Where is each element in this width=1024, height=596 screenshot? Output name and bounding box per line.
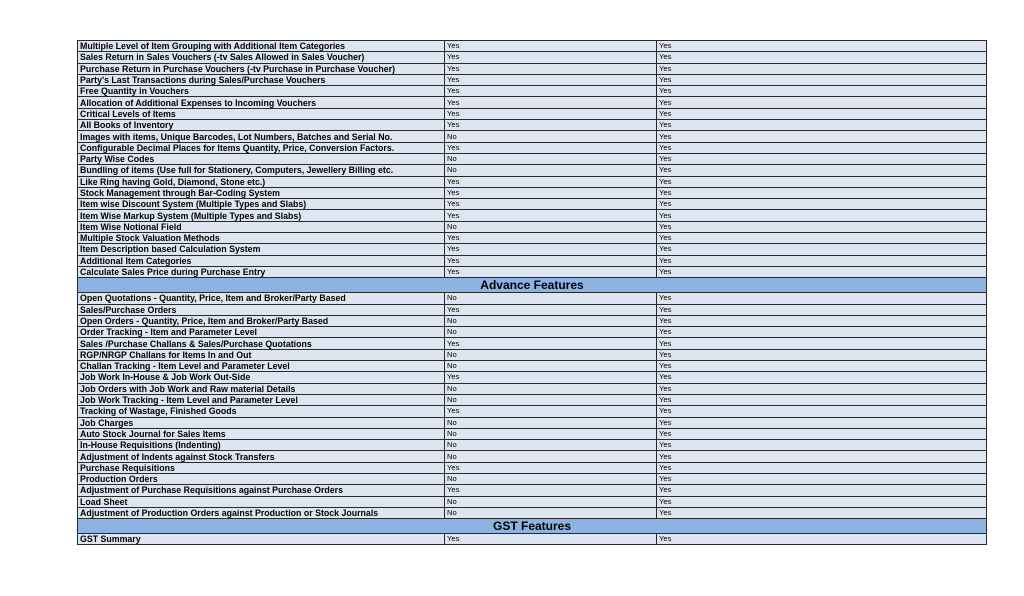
edition-b-value-cell: Yes bbox=[657, 221, 987, 232]
feature-name-cell: Production Orders bbox=[78, 473, 445, 484]
table-row bbox=[78, 315, 987, 326]
edition-b-value-cell: Yes bbox=[657, 327, 987, 338]
edition-a-value-cell: No bbox=[445, 417, 657, 428]
edition-b-value-cell: Yes bbox=[657, 176, 987, 187]
edition-b-value-cell: Yes bbox=[657, 153, 987, 164]
edition-b-value-cell: Yes bbox=[657, 473, 987, 484]
feature-name-cell: Calculate Sales Price during Purchase Entry bbox=[78, 266, 445, 277]
edition-b-value-cell: Yes bbox=[657, 315, 987, 326]
table-row bbox=[78, 108, 987, 119]
edition-b-value-cell: Yes bbox=[657, 361, 987, 372]
feature-name-cell: Adjustment of Production Orders against Production or Stock Journals bbox=[78, 507, 445, 518]
edition-b-value-cell: Yes bbox=[657, 165, 987, 176]
edition-b-value-cell: Yes bbox=[657, 293, 987, 304]
edition-a-value-cell: No bbox=[445, 394, 657, 405]
feature-name-cell: GST Summary bbox=[78, 534, 445, 545]
edition-b-value-cell: Yes bbox=[657, 233, 987, 244]
feature-name-cell: Adjustment of Purchase Requisitions against Purchase Orders bbox=[78, 485, 445, 496]
edition-b-value-cell: Yes bbox=[657, 255, 987, 266]
edition-a-value-cell: Yes bbox=[445, 97, 657, 108]
table-row bbox=[78, 244, 987, 255]
feature-name-cell: Purchase Requisitions bbox=[78, 462, 445, 473]
feature-name-cell: Multiple Stock Valuation Methods bbox=[78, 233, 445, 244]
table-row bbox=[78, 462, 987, 473]
feature-name-cell: Item Description based Calculation System bbox=[78, 244, 445, 255]
edition-a-value-cell: Yes bbox=[445, 86, 657, 97]
table-row bbox=[78, 199, 987, 210]
table-row bbox=[78, 327, 987, 338]
table-row bbox=[78, 41, 987, 52]
edition-a-value-cell: No bbox=[445, 165, 657, 176]
feature-name-cell: Item Wise Notional Field bbox=[78, 221, 445, 232]
edition-a-value-cell: Yes bbox=[445, 462, 657, 473]
section-header-row bbox=[78, 519, 987, 534]
feature-name-cell: Critical Levels of Items bbox=[78, 108, 445, 119]
edition-a-value-cell: No bbox=[445, 293, 657, 304]
feature-name-cell: Job Work In-House & Job Work Out-Side bbox=[78, 372, 445, 383]
edition-b-value-cell: Yes bbox=[657, 440, 987, 451]
edition-b-value-cell: Yes bbox=[657, 52, 987, 63]
edition-b-value-cell: Yes bbox=[657, 349, 987, 360]
feature-name-cell: Order Tracking - Item and Parameter Level bbox=[78, 327, 445, 338]
edition-b-value-cell: Yes bbox=[657, 74, 987, 85]
edition-a-value-cell: Yes bbox=[445, 244, 657, 255]
edition-b-value-cell: Yes bbox=[657, 428, 987, 439]
feature-name-cell: Multiple Level of Item Grouping with Additional Item Categories bbox=[78, 41, 445, 52]
edition-b-value-cell: Yes bbox=[657, 507, 987, 518]
edition-a-value-cell: Yes bbox=[445, 187, 657, 198]
edition-a-value-cell: Yes bbox=[445, 52, 657, 63]
edition-b-value-cell: Yes bbox=[657, 451, 987, 462]
edition-b-value-cell: Yes bbox=[657, 187, 987, 198]
table-row bbox=[78, 304, 987, 315]
table-row bbox=[78, 233, 987, 244]
table-row bbox=[78, 534, 987, 545]
feature-name-cell: Party Wise Codes bbox=[78, 153, 445, 164]
edition-a-value-cell: Yes bbox=[445, 176, 657, 187]
feature-name-cell: Open Quotations - Quantity, Price, Item and Broker/Party Based bbox=[78, 293, 445, 304]
edition-b-value-cell: Yes bbox=[657, 97, 987, 108]
table-row bbox=[78, 406, 987, 417]
feature-comparison-table bbox=[77, 40, 987, 545]
table-row bbox=[78, 349, 987, 360]
edition-a-value-cell: Yes bbox=[445, 534, 657, 545]
edition-a-value-cell: Yes bbox=[445, 266, 657, 277]
edition-a-value-cell: Yes bbox=[445, 199, 657, 210]
edition-b-value-cell: Yes bbox=[657, 394, 987, 405]
table-row bbox=[78, 361, 987, 372]
table-row bbox=[78, 176, 987, 187]
edition-b-value-cell: Yes bbox=[657, 462, 987, 473]
edition-b-value-cell: Yes bbox=[657, 338, 987, 349]
edition-a-value-cell: Yes bbox=[445, 41, 657, 52]
edition-b-value-cell: Yes bbox=[657, 131, 987, 142]
table-row bbox=[78, 440, 987, 451]
table-row bbox=[78, 210, 987, 221]
table-row bbox=[78, 473, 987, 484]
table-row bbox=[78, 165, 987, 176]
table-row bbox=[78, 52, 987, 63]
edition-b-value-cell: Yes bbox=[657, 63, 987, 74]
edition-a-value-cell: No bbox=[445, 361, 657, 372]
table-row bbox=[78, 372, 987, 383]
feature-name-cell: Challan Tracking - Item Level and Parameter Level bbox=[78, 361, 445, 372]
edition-a-value-cell: No bbox=[445, 349, 657, 360]
table-row bbox=[78, 507, 987, 518]
edition-a-value-cell: Yes bbox=[445, 120, 657, 131]
table-row bbox=[78, 383, 987, 394]
edition-a-value-cell: No bbox=[445, 315, 657, 326]
edition-b-value-cell: Yes bbox=[657, 199, 987, 210]
table-row bbox=[78, 417, 987, 428]
section-header-row bbox=[78, 278, 987, 293]
feature-name-cell: Stock Management through Bar-Coding System bbox=[78, 187, 445, 198]
edition-b-value-cell: Yes bbox=[657, 86, 987, 97]
feature-name-cell: Open Orders - Quantity, Price, Item and Broker/Party Based bbox=[78, 315, 445, 326]
edition-b-value-cell: Yes bbox=[657, 108, 987, 119]
edition-b-value-cell: Yes bbox=[657, 266, 987, 277]
table-row bbox=[78, 153, 987, 164]
feature-name-cell: Allocation of Additional Expenses to Incoming Vouchers bbox=[78, 97, 445, 108]
edition-a-value-cell: No bbox=[445, 131, 657, 142]
feature-name-cell: Job Charges bbox=[78, 417, 445, 428]
table-row bbox=[78, 63, 987, 74]
edition-b-value-cell: Yes bbox=[657, 383, 987, 394]
edition-a-value-cell: Yes bbox=[445, 406, 657, 417]
edition-a-value-cell: Yes bbox=[445, 304, 657, 315]
table-row bbox=[78, 142, 987, 153]
table-row bbox=[78, 496, 987, 507]
table-row bbox=[78, 131, 987, 142]
feature-name-cell: Free Quantity in Vouchers bbox=[78, 86, 445, 97]
table-row bbox=[78, 338, 987, 349]
table-row bbox=[78, 120, 987, 131]
edition-a-value-cell: Yes bbox=[445, 338, 657, 349]
feature-name-cell: Load Sheet bbox=[78, 496, 445, 507]
edition-b-value-cell: Yes bbox=[657, 485, 987, 496]
table-row bbox=[78, 86, 987, 97]
edition-a-value-cell: Yes bbox=[445, 108, 657, 119]
edition-a-value-cell: No bbox=[445, 153, 657, 164]
edition-a-value-cell: No bbox=[445, 451, 657, 462]
edition-a-value-cell: No bbox=[445, 496, 657, 507]
edition-b-value-cell: Yes bbox=[657, 244, 987, 255]
table-row bbox=[78, 266, 987, 277]
feature-name-cell: Like Ring having Gold, Diamond, Stone etc.) bbox=[78, 176, 445, 187]
edition-a-value-cell: Yes bbox=[445, 233, 657, 244]
feature-name-cell: Adjustment of Indents against Stock Transfers bbox=[78, 451, 445, 462]
edition-a-value-cell: Yes bbox=[445, 210, 657, 221]
feature-table-body bbox=[78, 41, 987, 545]
edition-a-value-cell: No bbox=[445, 221, 657, 232]
table-row bbox=[78, 428, 987, 439]
feature-name-cell: In-House Requisitions (Indenting) bbox=[78, 440, 445, 451]
edition-b-value-cell: Yes bbox=[657, 142, 987, 153]
table-row bbox=[78, 451, 987, 462]
edition-a-value-cell: No bbox=[445, 440, 657, 451]
edition-a-value-cell: Yes bbox=[445, 142, 657, 153]
feature-name-cell: Configurable Decimal Places for Items Quantity, Price, Conversion Factors. bbox=[78, 142, 445, 153]
edition-a-value-cell: No bbox=[445, 327, 657, 338]
feature-name-cell: Additional Item Categories bbox=[78, 255, 445, 266]
table-row bbox=[78, 293, 987, 304]
section-title: Advance Features bbox=[78, 278, 987, 293]
table-row bbox=[78, 187, 987, 198]
feature-name-cell: Job Orders with Job Work and Raw material Details bbox=[78, 383, 445, 394]
table-row bbox=[78, 221, 987, 232]
edition-b-value-cell: Yes bbox=[657, 417, 987, 428]
edition-a-value-cell: No bbox=[445, 383, 657, 394]
table-row bbox=[78, 97, 987, 108]
table-row bbox=[78, 485, 987, 496]
edition-b-value-cell: Yes bbox=[657, 372, 987, 383]
edition-b-value-cell: Yes bbox=[657, 210, 987, 221]
feature-name-cell: Sales /Purchase Challans & Sales/Purchase Quotations bbox=[78, 338, 445, 349]
edition-b-value-cell: Yes bbox=[657, 496, 987, 507]
edition-a-value-cell: No bbox=[445, 473, 657, 484]
feature-name-cell: Party's Last Transactions during Sales/Purchase Vouchers bbox=[78, 74, 445, 85]
edition-b-value-cell: Yes bbox=[657, 41, 987, 52]
edition-a-value-cell: Yes bbox=[445, 255, 657, 266]
edition-a-value-cell: Yes bbox=[445, 485, 657, 496]
feature-name-cell: Sales Return in Sales Vouchers (-tv Sales Allowed in Sales Voucher) bbox=[78, 52, 445, 63]
feature-name-cell: Bundling of items (Use full for Stationery, Computers, Jewellery Billing etc. bbox=[78, 165, 445, 176]
edition-b-value-cell: Yes bbox=[657, 406, 987, 417]
feature-name-cell: Tracking of Wastage, Finished Goods bbox=[78, 406, 445, 417]
feature-name-cell: RGP/NRGP Challans for Items In and Out bbox=[78, 349, 445, 360]
edition-a-value-cell: Yes bbox=[445, 63, 657, 74]
edition-a-value-cell: No bbox=[445, 507, 657, 518]
feature-name-cell: Item wise Discount System (Multiple Types and Slabs) bbox=[78, 199, 445, 210]
edition-b-value-cell: Yes bbox=[657, 304, 987, 315]
edition-b-value-cell: Yes bbox=[657, 120, 987, 131]
edition-b-value-cell: Yes bbox=[657, 534, 987, 545]
feature-name-cell: Item Wise Markup System (Multiple Types and Slabs) bbox=[78, 210, 445, 221]
edition-a-value-cell: Yes bbox=[445, 372, 657, 383]
feature-name-cell: Auto Stock Journal for Sales Items bbox=[78, 428, 445, 439]
table-row bbox=[78, 74, 987, 85]
feature-name-cell: Sales/Purchase Orders bbox=[78, 304, 445, 315]
edition-a-value-cell: No bbox=[445, 428, 657, 439]
section-title: GST Features bbox=[78, 519, 987, 534]
feature-name-cell: Purchase Return in Purchase Vouchers (-tv Purchase in Purchase Voucher) bbox=[78, 63, 445, 74]
edition-a-value-cell: Yes bbox=[445, 74, 657, 85]
table-row bbox=[78, 394, 987, 405]
feature-name-cell: Images with items, Unique Barcodes, Lot Numbers, Batches and Serial No. bbox=[78, 131, 445, 142]
feature-name-cell: Job Work Tracking - Item Level and Parameter Level bbox=[78, 394, 445, 405]
table-row bbox=[78, 255, 987, 266]
feature-name-cell: All Books of Inventory bbox=[78, 120, 445, 131]
